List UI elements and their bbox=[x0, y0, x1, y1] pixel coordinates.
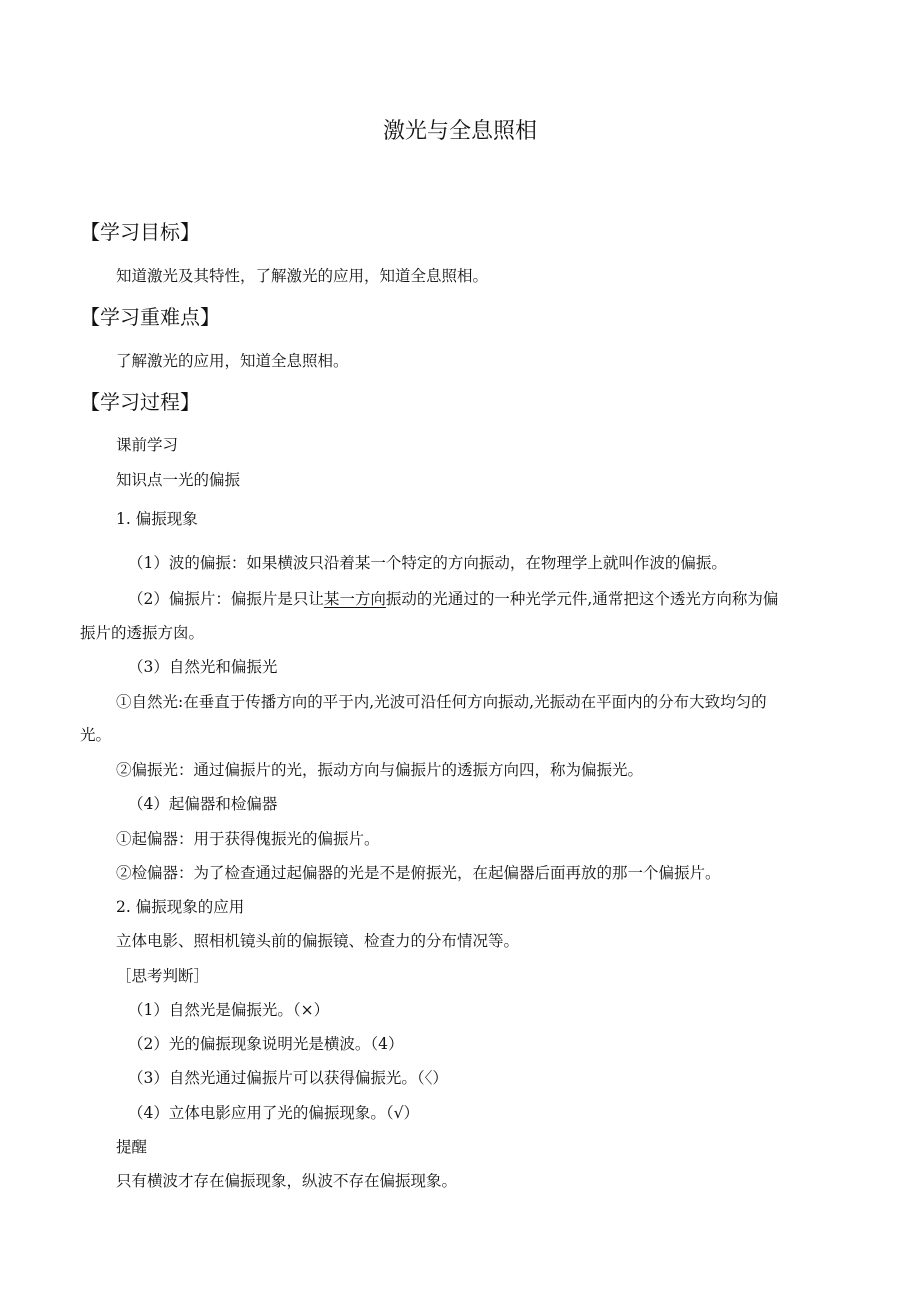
section-heading-process: 【学习过程】 bbox=[80, 390, 200, 414]
natural-vs-polarized-heading: （3）自然光和偏振光 bbox=[128, 658, 278, 676]
item-2-heading: 2. 偏振现象的应用 bbox=[116, 898, 245, 916]
polarized-light-paragraph: ②偏振光：通过偏振片的光，振动方向与偏振片的透振方向四，称为偏振光。 bbox=[116, 761, 644, 779]
natural-light-line1: ①自然光:在垂直于传播方向的平于内,光波可沿任何方向振动,光振动在平面内的分布大致均匀的 bbox=[116, 693, 767, 711]
judge-item-3: （3）自然光通过偏振片可以获得偏振光。（〈） bbox=[128, 1069, 448, 1087]
analyzer-definition: ②检偏器：为了检查通过起偏器的光是不是俯振光，在起偏器后面再放的那一个偏振片。 bbox=[116, 864, 721, 882]
polarizer-paragraph-line1 bbox=[128, 589, 778, 609]
polarizer-underlined-term: 某一方向 bbox=[323, 590, 386, 608]
polarizer-text-a: （2）偏振片：偏振片是只让 bbox=[128, 590, 324, 608]
section-heading-key-points: 【学习重难点】 bbox=[80, 305, 220, 329]
key-points-text: 了解激光的应用，知道全息照相。 bbox=[116, 352, 349, 370]
natural-light-line2: 光。 bbox=[80, 726, 112, 744]
item-1-heading: 1. 偏振现象 bbox=[116, 510, 198, 528]
polarizer-text-b: 振动的光通过的一种光学元件,通常把这个透光方向称为偏 bbox=[385, 590, 779, 608]
polarizer-analyzer-heading: （4）起偏器和检偏器 bbox=[128, 795, 278, 813]
reminder-text: 只有横波才存在偏振现象，纵波不存在偏振现象。 bbox=[116, 1172, 458, 1190]
reminder-label: 提醒 bbox=[116, 1138, 148, 1156]
knowledge-point-title: 知识点一光的偏振 bbox=[116, 471, 241, 489]
polarizer-paragraph-line2: 振片的透振方囱。 bbox=[80, 624, 205, 642]
judge-item-2: （2）光的偏振现象说明光是横波。（4） bbox=[128, 1035, 404, 1053]
judge-item-4: （4）立体电影应用了光的偏振现象。（√） bbox=[128, 1104, 419, 1122]
section-heading-goals: 【学习目标】 bbox=[80, 220, 200, 244]
polarizer-definition: ①起偏器：用于获得傀振光的偏振片。 bbox=[116, 830, 380, 848]
page-title: 激光与全息照相 bbox=[382, 119, 537, 144]
goals-text: 知道激光及其特性，了解激光的应用，知道全息照相。 bbox=[116, 267, 489, 285]
pre-study-label: 课前学习 bbox=[116, 436, 179, 454]
applications-text: 立体电影、照相机镜头前的偏振镜、检查力的分布情况等。 bbox=[116, 932, 520, 950]
wave-polarization-paragraph: （1）波的偏振：如果横波只沿着某一个特定的方向振动，在物理学上就叫作波的偏振。 bbox=[128, 554, 727, 572]
think-judge-label: ［思考判断］ bbox=[116, 967, 210, 985]
judge-item-1: （1）自然光是偏振光。（×） bbox=[128, 1001, 330, 1019]
